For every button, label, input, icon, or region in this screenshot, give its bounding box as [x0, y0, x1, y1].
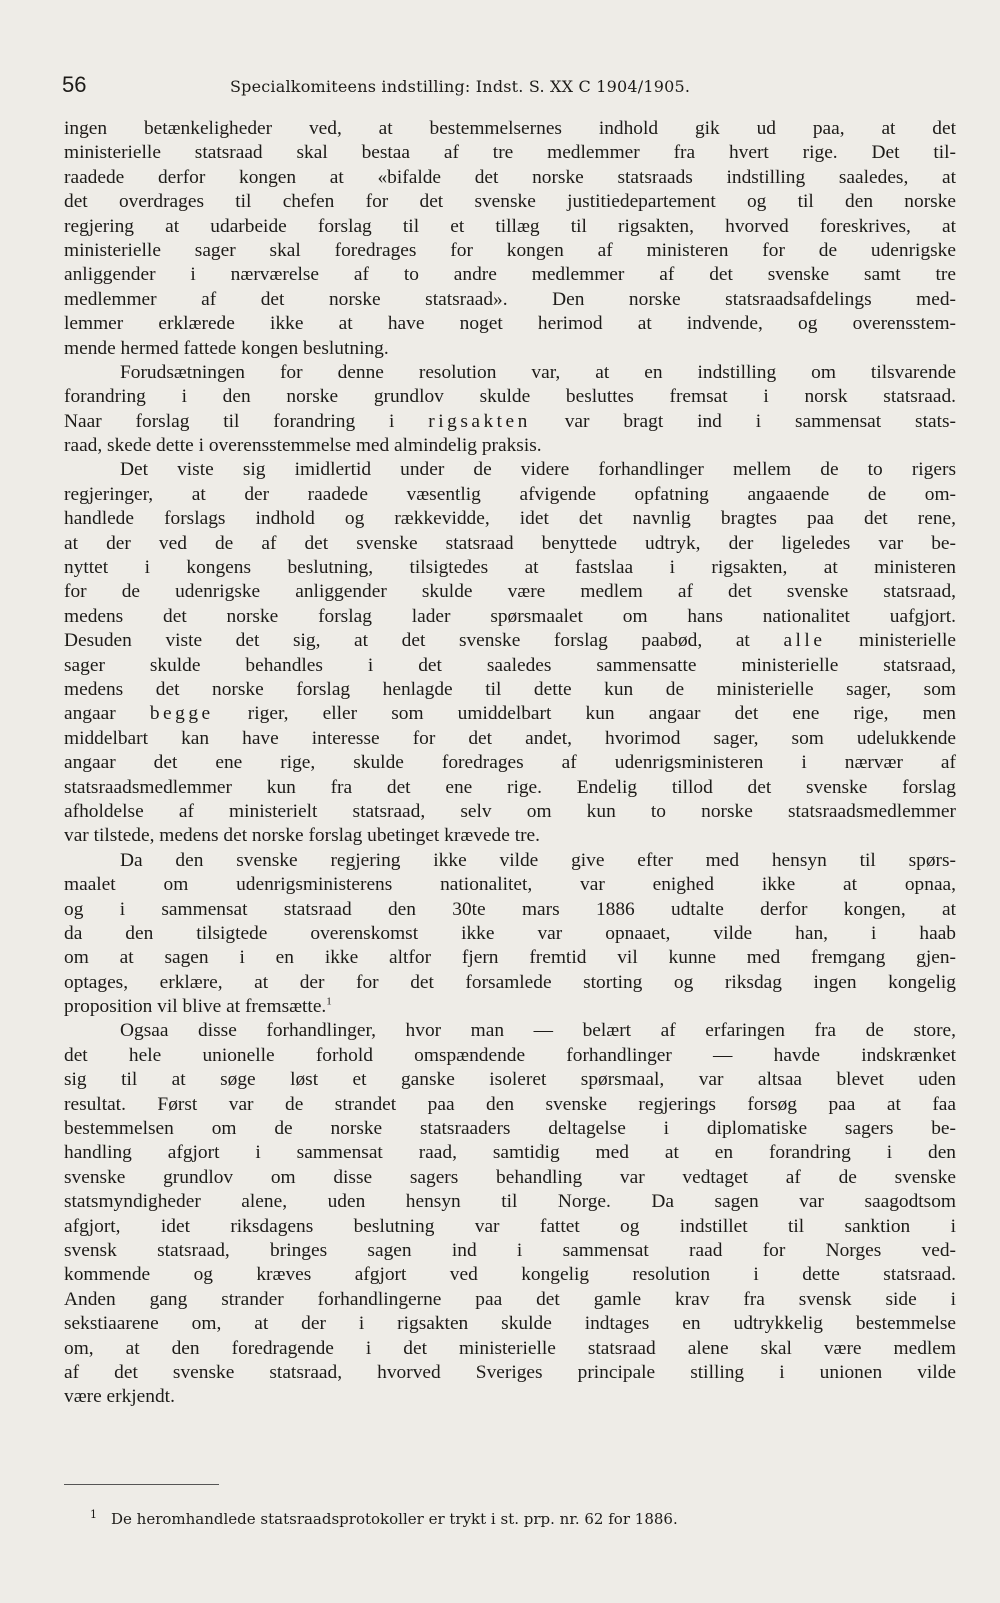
- text-line: ingen betænkeligheder ved, at bestemmelsernes indhold gik ud paa, at det: [64, 118, 956, 139]
- text-line: sekstiaarene om, at der i rigsakten skulde indtages en udtrykkelig bestemmelse: [64, 1313, 956, 1335]
- text-line: handling afgjort i sammensat raad, samtidig med at en forandring i den: [64, 1142, 956, 1164]
- body-text: [64, 117, 956, 1410]
- text-line: nyttet i kongens beslutning, tilsigtedes at fastslaa i rigsakten, at ministeren: [64, 557, 956, 579]
- text-line: resultat. Først var de strandet paa den svenske regjerings forsøg paa at faa: [64, 1093, 956, 1115]
- text-line: angaar det ene rige, skulde foredrages af udenrigsministeren i nærvær af: [64, 752, 956, 774]
- footnote-mark: 1: [90, 1508, 97, 1521]
- running-head: Specialkomiteens indstilling: Indst. S. XX C 1904/1905.: [230, 77, 691, 96]
- text-line: statsmyndigheder alene, uden hensyn til Norge. Da sagen var saagodtsom: [64, 1191, 956, 1213]
- text-line: forandring i den norske grundlov skulde besluttes fremsat i norsk statsraad.: [64, 386, 956, 408]
- text-line: sig til at søge løst et ganske isoleret spørsmaal, var altsaa blevet uden: [64, 1069, 956, 1091]
- text-line: svensk statsraad, bringes sagen ind i sammensat raad for Norges ved-: [64, 1239, 956, 1261]
- text-line: Da den svenske regjering ikke vilde give efter med hensyn til spørs-: [120, 849, 956, 871]
- text-line: raadede derfor kongen at «bifalde det norske statsraads indstilling saaledes, at: [64, 166, 956, 188]
- footnote-reference[interactable]: 1: [326, 995, 332, 1008]
- text-line: bestemmelsen om de norske statsraaders deltagelse i diplomatiske sagers be-: [64, 1118, 956, 1140]
- text-line: medlemmer af det norske statsraad». Den norske statsraadsafdelings med-: [64, 288, 956, 310]
- page-number: 56: [62, 72, 87, 97]
- text-line: lemmer erklærede ikke at have noget herimod at indvende, og overensstem-: [64, 313, 956, 335]
- text-segment: Desuden viste det sig, at det svenske forslag paabød, at: [64, 630, 750, 652]
- footnote-rule: [64, 1484, 219, 1485]
- text-line: optages, erklære, at der for det forsamlede storting og riksdag ingen kongelig: [64, 971, 956, 993]
- spaced-word: begge: [149, 703, 214, 725]
- text-line: afgjort, idet riksdagens beslutning var fattet og indstillet til sanktion i: [64, 1215, 956, 1237]
- text-line: [64, 410, 956, 434]
- text-line: Forudsætningen for denne resolution var, at en indstilling om tilsvarende: [120, 361, 956, 383]
- text-line: [64, 702, 956, 726]
- text-line: anliggender i nærværelse af to andre medlemmer af det svenske samt tre: [64, 264, 956, 286]
- text-segment: Naar forslag til forandring i: [64, 410, 395, 432]
- text-line: kommende og kræves afgjort ved kongelig resolution i dette statsraad.: [64, 1264, 956, 1286]
- text-line: medens det norske forslag lader spørsmaalet om hans nationalitet uafgjort.: [64, 605, 956, 627]
- spaced-word: alle: [783, 630, 826, 652]
- text-line: for de udenrigske anliggender skulde være medlem af det svenske statsraad,: [64, 581, 956, 603]
- text-line: maalet om udenrigsministerens nationalitet, var enighed ikke at opnaa,: [64, 874, 956, 896]
- text-line: om, at den foredragende i det ministerielle statsraad alene skal være medlem: [64, 1337, 956, 1359]
- text-line: svenske grundlov om disse sagers behandling var vedtaget af de svenske: [64, 1166, 956, 1188]
- text-segment: proposition vil blive at fremsætte.: [64, 996, 327, 1018]
- text-line: var tilstede, medens det norske forslag ubetinget krævede tre.: [64, 825, 540, 847]
- text-line: handlede forslags indhold og rækkevidde, idet det navnlig bragtes paa det rene,: [64, 508, 956, 530]
- text-line: medens det norske forslag henlagde til dette kun de ministerielle sager, som: [64, 678, 956, 700]
- text-line: raad, skede dette i overensstemmelse med almindelig praksis.: [64, 435, 542, 457]
- text-segment: ministerielle: [859, 630, 956, 652]
- text-segment: angaar: [64, 703, 116, 725]
- text-line: ministerielle statsraad skal bestaa af tre medlemmer fra hvert rige. Det til-: [64, 142, 956, 164]
- text-line: at der ved de af det svenske statsraad benyttede udtryk, der ligeledes var be-: [64, 532, 956, 554]
- text-segment: riger, eller som umiddelbart kun angaar det ene rige, men: [247, 703, 956, 725]
- text-line: mende hermed fattede kongen beslutning.: [64, 337, 389, 359]
- text-line: sager skulde behandles i det saaledes sammensatte ministerielle statsraad,: [64, 654, 956, 676]
- text-line: om at sagen i en ikke altfor fjern fremtid vil kunne med fremgang gjen-: [64, 947, 956, 969]
- text-line: [64, 629, 956, 653]
- text-line: afholdelse af ministerielt statsraad, selv om kun to norske statsraadsmedlemmer: [64, 800, 956, 822]
- footnote: [90, 1508, 910, 1528]
- text-line: være erkjendt.: [64, 1386, 175, 1408]
- text-line: det hele unionelle forhold omspændende forhandlinger — havde indskrænket: [64, 1044, 956, 1066]
- text-line: regjering at udarbeide forslag til et tillæg til rigsakten, hvorved foreskrives, at: [64, 215, 956, 237]
- text-line: statsraadsmedlemmer kun fra det ene rige. Endelig tillod det svenske forslag: [64, 776, 956, 798]
- text-line: Det viste sig imidlertid under de videre forhandlinger mellem de to rigers: [120, 459, 956, 481]
- text-line: da den tilsigtede overenskomst ikke var opnaaet, vilde han, i haab: [64, 922, 956, 944]
- text-line: ministerielle sager skal foredrages for kongen af ministeren for de udenrigske: [64, 239, 956, 261]
- text-segment: var bragt ind i sammensat stats-: [564, 410, 956, 432]
- text-line: af det svenske statsraad, hvorved Sveriges principale stilling i unionen vilde: [64, 1361, 956, 1383]
- text-line: middelbart kan have interesse for det andet, hvorimod sager, som udelukkende: [64, 727, 956, 749]
- spaced-word: rigsakten: [428, 410, 531, 432]
- text-line: regjeringer, at der raadede væsentlig afvigende opfatning angaaende de om-: [64, 483, 956, 505]
- text-line: [64, 995, 956, 1019]
- footnote-text: De heromhandlede statsraadsprotokoller er trykt i st. prp. nr. 62 for 1886.: [111, 1510, 678, 1528]
- text-line: og i sammensat statsraad den 30te mars 1886 udtalte derfor kongen, at: [64, 898, 956, 920]
- text-line: Anden gang strander forhandlingerne paa det gamle krav fra svensk side i: [64, 1288, 956, 1310]
- text-line: det overdrages til chefen for det svenske justitiedepartement og til den norske: [64, 191, 956, 213]
- text-line: Ogsaa disse forhandlinger, hvor man — belært af erfaringen fra de store,: [120, 1020, 956, 1042]
- page-header: [62, 72, 952, 102]
